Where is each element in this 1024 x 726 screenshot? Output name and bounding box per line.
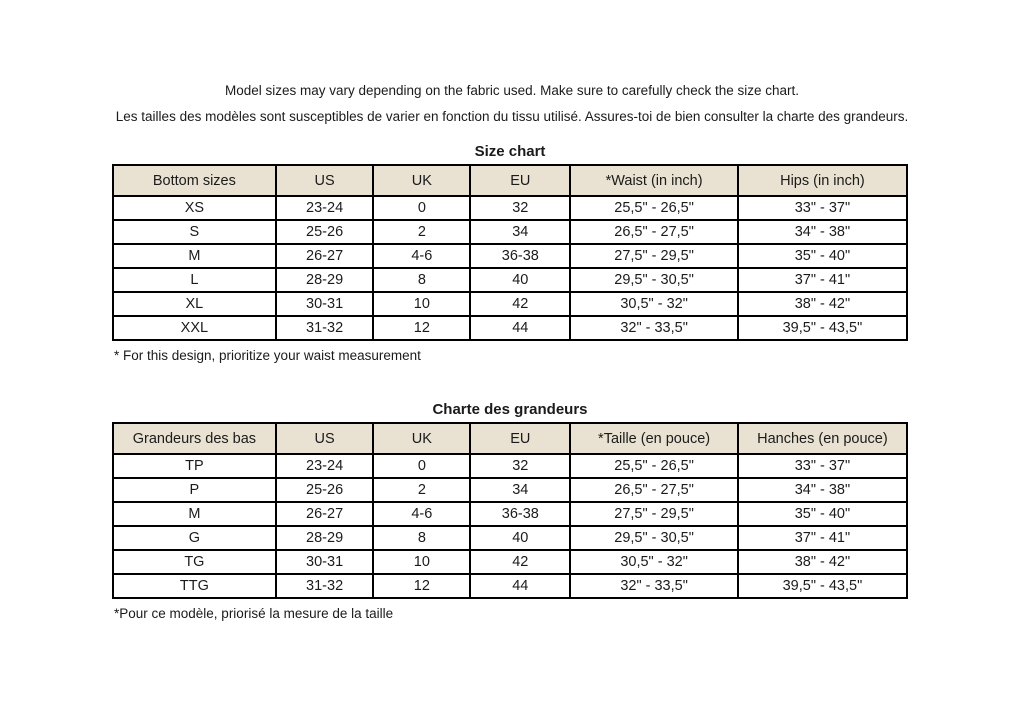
column-header: US bbox=[276, 423, 374, 454]
table-row bbox=[113, 574, 907, 598]
column-header: *Waist (in inch) bbox=[570, 165, 738, 196]
table-cell: XL bbox=[113, 292, 276, 316]
column-header: US bbox=[276, 165, 374, 196]
table-cell: S bbox=[113, 220, 276, 244]
table-cell: 10 bbox=[373, 550, 470, 574]
table-row bbox=[113, 478, 907, 502]
table-cell: G bbox=[113, 526, 276, 550]
table-cell: 25,5" - 26,5" bbox=[570, 454, 738, 478]
intro-text-en: Model sizes may vary depending on the fabric used. Make sure to carefully check the size chart. bbox=[224, 82, 800, 98]
column-header: UK bbox=[373, 165, 470, 196]
table-cell: 4-6 bbox=[373, 502, 470, 526]
table-row bbox=[113, 502, 907, 526]
table-cell: 12 bbox=[373, 316, 470, 340]
table-cell: 8 bbox=[373, 526, 470, 550]
table-cell: 26,5" - 27,5" bbox=[570, 220, 738, 244]
table-cell: 8 bbox=[373, 268, 470, 292]
table-cell: 30,5" - 32" bbox=[570, 292, 738, 316]
table-cell: 25,5" - 26,5" bbox=[570, 196, 738, 220]
intro-text-fr: Les tailles des modèles sont susceptibles de varier en fonction du tissu utilisé. Assures-toi de bien consulter la charte des grandeurs. bbox=[115, 108, 909, 124]
size-chart-section-en bbox=[112, 144, 908, 364]
table-cell: 36-38 bbox=[470, 502, 570, 526]
table-cell: 39,5" - 43,5" bbox=[738, 316, 907, 340]
table-row bbox=[113, 268, 907, 292]
table-cell: 35" - 40" bbox=[738, 244, 907, 268]
table-cell: 42 bbox=[470, 550, 570, 574]
table-cell: TG bbox=[113, 550, 276, 574]
table-cell: 30-31 bbox=[276, 292, 374, 316]
size-chart-section-fr bbox=[112, 402, 908, 622]
table-cell: XS bbox=[113, 196, 276, 220]
table-cell: 27,5" - 29,5" bbox=[570, 502, 738, 526]
table-row bbox=[113, 292, 907, 316]
table-cell: 40 bbox=[470, 268, 570, 292]
table-cell: 34 bbox=[470, 220, 570, 244]
footnote-fr: *Pour ce modèle, priorisé la mesure de la taille bbox=[114, 606, 394, 621]
table-cell: 25-26 bbox=[276, 220, 374, 244]
table-cell: 25-26 bbox=[276, 478, 374, 502]
table-cell: 39,5" - 43,5" bbox=[738, 574, 907, 598]
table-cell: 32 bbox=[470, 196, 570, 220]
table-cell: 36-38 bbox=[470, 244, 570, 268]
table-cell: 40 bbox=[470, 526, 570, 550]
column-header: UK bbox=[373, 423, 470, 454]
column-header: Grandeurs des bas bbox=[113, 423, 276, 454]
table-cell: 30-31 bbox=[276, 550, 374, 574]
table-cell: 27,5" - 29,5" bbox=[570, 244, 738, 268]
table-row bbox=[113, 526, 907, 550]
column-header: Hanches (en pouce) bbox=[738, 423, 907, 454]
table-cell: 28-29 bbox=[276, 268, 374, 292]
table-cell: 34 bbox=[470, 478, 570, 502]
table-cell: 23-24 bbox=[276, 454, 374, 478]
size-chart-title-fr: Charte des grandeurs bbox=[432, 401, 588, 418]
table-cell: 34" - 38" bbox=[738, 220, 907, 244]
table-cell: P bbox=[113, 478, 276, 502]
table-cell: 10 bbox=[373, 292, 470, 316]
column-header: Hips (in inch) bbox=[738, 165, 907, 196]
table-cell: 29,5" - 30,5" bbox=[570, 526, 738, 550]
column-header: EU bbox=[470, 423, 570, 454]
table-cell: 32" - 33,5" bbox=[570, 574, 738, 598]
table-cell: TTG bbox=[113, 574, 276, 598]
table-cell: 32" - 33,5" bbox=[570, 316, 738, 340]
table-cell: 0 bbox=[373, 454, 470, 478]
table-cell: 35" - 40" bbox=[738, 502, 907, 526]
table-cell: 38" - 42" bbox=[738, 292, 907, 316]
table-row bbox=[113, 550, 907, 574]
size-chart-table-fr bbox=[112, 422, 908, 599]
table-cell: 23-24 bbox=[276, 196, 374, 220]
table-cell: 34" - 38" bbox=[738, 478, 907, 502]
table-row bbox=[113, 220, 907, 244]
table-cell: 4-6 bbox=[373, 244, 470, 268]
column-header: EU bbox=[470, 165, 570, 196]
table-cell: 37" - 41" bbox=[738, 526, 907, 550]
column-header: *Taille (en pouce) bbox=[570, 423, 738, 454]
table-cell: M bbox=[113, 244, 276, 268]
table-cell: 44 bbox=[470, 316, 570, 340]
table-cell: 2 bbox=[373, 220, 470, 244]
table-cell: 33" - 37" bbox=[738, 454, 907, 478]
table-cell: 26,5" - 27,5" bbox=[570, 478, 738, 502]
table-row bbox=[113, 244, 907, 268]
table-cell: 37" - 41" bbox=[738, 268, 907, 292]
size-chart-title-en: Size chart bbox=[474, 143, 546, 160]
table-cell: 38" - 42" bbox=[738, 550, 907, 574]
table-cell: 30,5" - 32" bbox=[570, 550, 738, 574]
table-cell: 33" - 37" bbox=[738, 196, 907, 220]
table-cell: 44 bbox=[470, 574, 570, 598]
table-header-row bbox=[113, 423, 907, 454]
size-chart-table-en bbox=[112, 164, 908, 341]
table-row bbox=[113, 454, 907, 478]
table-cell: 0 bbox=[373, 196, 470, 220]
table-cell: XXL bbox=[113, 316, 276, 340]
table-cell: 28-29 bbox=[276, 526, 374, 550]
table-cell: 2 bbox=[373, 478, 470, 502]
table-cell: TP bbox=[113, 454, 276, 478]
table-cell: 29,5" - 30,5" bbox=[570, 268, 738, 292]
table-cell: 12 bbox=[373, 574, 470, 598]
footnote-en: * For this design, prioritize your waist measurement bbox=[114, 348, 421, 363]
table-row bbox=[113, 316, 907, 340]
table-cell: 31-32 bbox=[276, 316, 374, 340]
table-cell: M bbox=[113, 502, 276, 526]
table-cell: L bbox=[113, 268, 276, 292]
table-header-row bbox=[113, 165, 907, 196]
table-row bbox=[113, 196, 907, 220]
table-cell: 31-32 bbox=[276, 574, 374, 598]
table-cell: 42 bbox=[470, 292, 570, 316]
table-cell: 26-27 bbox=[276, 502, 374, 526]
table-cell: 26-27 bbox=[276, 244, 374, 268]
column-header: Bottom sizes bbox=[113, 165, 276, 196]
table-cell: 32 bbox=[470, 454, 570, 478]
